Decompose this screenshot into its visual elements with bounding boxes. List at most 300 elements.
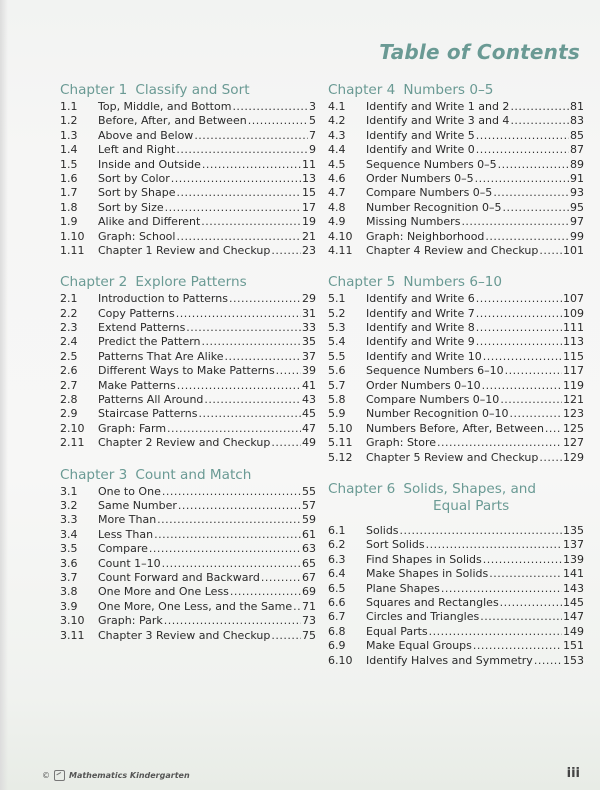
- toc-entry: [60, 143, 316, 157]
- lesson-title: Identify and Write 5: [366, 128, 475, 142]
- lesson-title: Sequence Numbers 6–10: [366, 364, 504, 378]
- dot-leader: [510, 114, 569, 128]
- dot-leader: [149, 542, 301, 556]
- lesson-list: [328, 524, 584, 668]
- copyright-symbol: ©: [42, 771, 50, 780]
- dot-leader: [271, 629, 301, 643]
- toc-entry: [60, 321, 316, 335]
- dot-leader: [476, 321, 562, 335]
- dot-leader: [271, 436, 301, 450]
- lesson-number: 4.10: [328, 229, 353, 243]
- toc-entry: [60, 379, 316, 393]
- toc-entry: [328, 567, 584, 581]
- lesson-title: Compare Numbers 0–10: [366, 393, 500, 407]
- page-title: Table of Contents: [379, 40, 580, 64]
- lesson-page: 97: [570, 215, 584, 229]
- toc-entry: [328, 215, 584, 229]
- toc-entry: [328, 393, 584, 407]
- lesson-number: 6.1: [328, 523, 346, 537]
- chapter-heading: [328, 481, 584, 515]
- lesson-title: Identify and Write 8: [366, 321, 475, 335]
- toc-entry: [328, 230, 584, 244]
- chapter-title: Explore Patterns: [135, 274, 247, 291]
- toc-entry: [60, 422, 316, 436]
- toc-entry: [328, 114, 584, 128]
- lesson-title: Find Shapes in Solids: [366, 552, 482, 566]
- lesson-page: 101: [563, 243, 584, 257]
- dot-leader: [426, 538, 562, 552]
- dot-leader: [248, 114, 308, 128]
- toc-entry: [328, 172, 584, 186]
- lesson-title: Plane Shapes: [366, 581, 440, 595]
- lesson-title: Chapter 2 Review and Checkup: [98, 436, 271, 450]
- lesson-page: 95: [570, 200, 584, 214]
- lesson-title: Identify and Write 1 and 2: [366, 100, 510, 113]
- dot-leader: [204, 393, 301, 407]
- lesson-page: 63: [302, 542, 316, 556]
- lesson-title: Squares and Rectangles: [366, 595, 499, 609]
- chapter-title: Count and Match: [135, 466, 252, 483]
- lesson-title: Graph: Store: [366, 436, 437, 450]
- lesson-number: 4.5: [328, 157, 346, 171]
- toc-entry: [60, 201, 316, 215]
- lesson-number: 3.5: [60, 542, 78, 556]
- toc-entry: [60, 614, 316, 628]
- lesson-page: 115: [563, 349, 584, 363]
- lesson-number: 1.9: [60, 215, 78, 229]
- toc-entry: [328, 364, 584, 378]
- toc-entry: [60, 600, 316, 614]
- chapter-heading: [328, 82, 584, 99]
- lesson-title: Circles and Triangles: [366, 610, 480, 624]
- dot-leader: [483, 350, 562, 364]
- dot-leader: [505, 364, 562, 378]
- lesson-title: Order Numbers 0–10: [366, 378, 481, 392]
- dot-leader: [437, 436, 562, 450]
- lesson-title: More Than: [98, 513, 157, 527]
- lesson-page: 41: [302, 378, 316, 392]
- lesson-page: 45: [302, 407, 316, 421]
- toc-entry: [328, 307, 584, 321]
- lesson-number: 1.3: [60, 128, 78, 142]
- dot-leader: [476, 143, 569, 157]
- lesson-page: 87: [570, 143, 584, 157]
- dot-leader: [476, 129, 569, 143]
- lesson-number: 3.7: [60, 570, 78, 584]
- dot-leader: [167, 422, 301, 436]
- dot-leader: [441, 582, 562, 596]
- dot-leader: [229, 292, 301, 306]
- dot-leader: [539, 451, 562, 465]
- toc-entry: [328, 129, 584, 143]
- chapter-title-line2: Equal Parts: [433, 497, 510, 514]
- lesson-page: 73: [302, 614, 316, 628]
- lesson-title: Identify and Write 7: [366, 306, 475, 320]
- dot-leader: [177, 379, 301, 393]
- lesson-number: 2.7: [60, 378, 78, 392]
- chapter-title: Classify and Sort: [135, 82, 250, 98]
- lesson-page: 139: [563, 552, 584, 566]
- toc-entry: [328, 422, 584, 436]
- lesson-title: Number Recognition 0–10: [366, 407, 509, 421]
- lesson-page: 59: [302, 513, 316, 527]
- toc-entry: [60, 393, 316, 407]
- lesson-number: 5.7: [328, 378, 346, 392]
- lesson-title: Sort by Color: [98, 171, 170, 185]
- lesson-page: 55: [302, 484, 316, 498]
- lesson-page: 9: [309, 143, 316, 157]
- page-number: iii: [566, 766, 580, 781]
- lesson-title: Order Numbers 0–5: [366, 171, 474, 185]
- lesson-title: Identify and Write 3 and 4: [366, 114, 510, 128]
- lesson-page: 13: [302, 171, 316, 185]
- toc-entry: [328, 201, 584, 215]
- lesson-page: 145: [563, 595, 584, 609]
- lesson-page: 83: [570, 114, 584, 128]
- toc-entry: [60, 186, 316, 200]
- toc-entry: [60, 436, 316, 450]
- dot-leader: [232, 100, 308, 114]
- lesson-number: 6.10: [328, 653, 353, 667]
- lesson-number: 4.7: [328, 186, 346, 200]
- lesson-title: One to One: [98, 484, 161, 498]
- chapter-label: Chapter 5: [328, 274, 396, 291]
- chapter-label: Chapter 2: [60, 274, 128, 291]
- chapter-6-section: [328, 481, 584, 668]
- toc-entry: [60, 528, 316, 542]
- lesson-number: 5.2: [328, 306, 346, 320]
- lesson-title: Less Than: [98, 527, 154, 541]
- dot-leader: [202, 158, 301, 172]
- lesson-title: Graph: Park: [98, 614, 163, 628]
- lesson-title: Sort Solids: [366, 538, 425, 552]
- lesson-number: 1.10: [60, 229, 85, 243]
- dot-leader: [480, 610, 562, 624]
- chapter-heading: [60, 82, 316, 99]
- lesson-number: 6.3: [328, 552, 346, 566]
- lesson-page: 81: [570, 100, 584, 113]
- lesson-list: [60, 485, 316, 643]
- lesson-title: Make Patterns: [98, 378, 176, 392]
- lesson-title: Graph: Farm: [98, 421, 167, 435]
- lesson-number: 2.8: [60, 393, 78, 407]
- lesson-title: Graph: Neighborhood: [366, 229, 485, 243]
- dot-leader: [461, 215, 569, 229]
- chapter-title-line1: Solids, Shapes, and: [403, 480, 537, 497]
- lesson-title: Equal Parts: [366, 624, 428, 638]
- lesson-number: 4.4: [328, 143, 346, 157]
- lesson-number: 1.11: [60, 243, 85, 257]
- toc-entry: [60, 307, 316, 321]
- lesson-page: 107: [563, 292, 584, 306]
- dot-leader: [178, 499, 301, 513]
- lesson-page: 57: [302, 498, 316, 512]
- dot-leader: [157, 513, 301, 527]
- lesson-page: 113: [563, 335, 584, 349]
- dot-leader: [164, 614, 301, 628]
- footer-book-title: Mathematics Kindergarten: [69, 771, 190, 780]
- lesson-page: 75: [302, 628, 316, 642]
- lesson-number: 1.2: [60, 114, 78, 128]
- dot-leader: [194, 129, 308, 143]
- lesson-page: 149: [563, 624, 584, 638]
- toc-entry: [60, 485, 316, 499]
- chapter-title: Numbers 6–10: [403, 274, 503, 291]
- dot-leader: [176, 230, 301, 244]
- lesson-page: 49: [302, 436, 316, 450]
- dot-leader: [198, 407, 301, 421]
- lesson-page: 67: [302, 570, 316, 584]
- dot-leader: [545, 422, 562, 436]
- lesson-title: Identify and Write 10: [366, 349, 482, 363]
- lesson-page: 143: [563, 581, 584, 595]
- dot-leader: [154, 528, 301, 542]
- lesson-title: Inside and Outside: [98, 157, 201, 171]
- lesson-title: Compare Numbers 0–5: [366, 186, 493, 200]
- lesson-title: Above and Below: [98, 128, 194, 142]
- toc-entry: [328, 158, 584, 172]
- lesson-page: 7: [309, 128, 316, 142]
- lesson-title: Same Number: [98, 498, 177, 512]
- toc-entry: [328, 610, 584, 624]
- chapter-heading: [60, 467, 316, 484]
- lesson-number: 6.8: [328, 624, 346, 638]
- lesson-number: 4.3: [328, 128, 346, 142]
- lesson-title: Identify and Write 9: [366, 335, 475, 349]
- toc-entry: [328, 639, 584, 653]
- lesson-page: 89: [570, 157, 584, 171]
- lesson-number: 4.8: [328, 200, 346, 214]
- toc-entry: [328, 186, 584, 200]
- lesson-title: Before, After, and Between: [98, 114, 247, 128]
- lesson-title: Top, Middle, and Bottom: [98, 100, 232, 113]
- lesson-page: 109: [563, 306, 584, 320]
- lesson-number: 3.11: [60, 628, 85, 642]
- lesson-title: Compare: [98, 542, 148, 556]
- lesson-page: 85: [570, 128, 584, 142]
- toc-entry: [328, 379, 584, 393]
- lesson-number: 5.10: [328, 421, 353, 435]
- chapter-3-section: [60, 467, 316, 643]
- lesson-page: 147: [563, 610, 584, 624]
- lesson-page: 39: [302, 364, 316, 378]
- lesson-page: 119: [563, 378, 584, 392]
- toc-entry: [328, 553, 584, 567]
- dot-leader: [500, 393, 562, 407]
- lesson-number: 3.2: [60, 498, 78, 512]
- lesson-number: 3.6: [60, 556, 78, 570]
- lesson-number: 1.6: [60, 171, 78, 185]
- lesson-title: Extend Patterns: [98, 321, 186, 335]
- lesson-page: 65: [302, 556, 316, 570]
- lesson-title: Make Equal Groups: [366, 639, 472, 653]
- lesson-title: Sort by Shape: [98, 186, 176, 200]
- lesson-page: 69: [302, 585, 316, 599]
- lesson-list: [328, 292, 584, 465]
- dot-leader: [225, 350, 302, 364]
- dot-leader: [510, 100, 569, 114]
- lesson-page: 129: [563, 450, 584, 464]
- lesson-number: 2.6: [60, 364, 78, 378]
- lesson-number: 1.8: [60, 200, 78, 214]
- lesson-page: 153: [563, 653, 584, 667]
- lesson-title: Staircase Patterns: [98, 407, 198, 421]
- toc-entry: [60, 158, 316, 172]
- lesson-title: Graph: School: [98, 229, 176, 243]
- dot-leader: [483, 553, 562, 567]
- toc-entry: [60, 100, 316, 114]
- dot-leader: [498, 158, 569, 172]
- lesson-number: 2.11: [60, 436, 85, 450]
- lesson-title: Chapter 3 Review and Checkup: [98, 628, 271, 642]
- toc-entry: [328, 350, 584, 364]
- lesson-title: Copy Patterns: [98, 306, 175, 320]
- lesson-number: 2.2: [60, 306, 78, 320]
- toc-entry: [60, 557, 316, 571]
- lesson-list: [60, 292, 316, 450]
- toc-entry: [60, 364, 316, 378]
- dot-leader: [509, 407, 562, 421]
- dot-leader: [400, 524, 562, 538]
- dot-leader: [539, 244, 562, 258]
- chapter-title: Numbers 0–5: [403, 82, 494, 98]
- lesson-page: 125: [563, 421, 584, 435]
- lesson-number: 2.9: [60, 407, 78, 421]
- lesson-number: 2.5: [60, 349, 78, 363]
- toc-entry: [60, 129, 316, 143]
- lesson-number: 5.9: [328, 407, 346, 421]
- lesson-number: 6.5: [328, 581, 346, 595]
- toc-entry: [60, 571, 316, 585]
- lesson-number: 5.1: [328, 292, 346, 306]
- lesson-list: [328, 100, 584, 258]
- lesson-title: Patterns All Around: [98, 393, 204, 407]
- dot-leader: [482, 379, 562, 393]
- dot-leader: [502, 201, 569, 215]
- chapter-label: Chapter 1: [60, 82, 128, 98]
- lesson-page: 137: [563, 538, 584, 552]
- lesson-title: Chapter 4 Review and Checkup: [366, 243, 539, 257]
- chapter-4-section: [328, 82, 584, 258]
- lesson-title: Number Recognition 0–5: [366, 200, 502, 214]
- chapter-label: Chapter 4: [328, 82, 396, 98]
- lesson-title: Numbers Before, After, Between: [366, 421, 544, 435]
- toc-entry: [60, 407, 316, 421]
- toc-entry: [328, 321, 584, 335]
- dot-leader: [489, 567, 562, 581]
- lesson-number: 3.4: [60, 527, 78, 541]
- dot-leader: [534, 654, 562, 668]
- dot-leader: [171, 172, 301, 186]
- toc-entry: [328, 143, 584, 157]
- lesson-title: One More, One Less, and the Same: [98, 599, 293, 613]
- toc-entry: [328, 582, 584, 596]
- dot-leader: [202, 335, 301, 349]
- chapter-label: Chapter 6: [328, 480, 396, 497]
- toc-entry: [328, 451, 584, 465]
- toc-entry: [60, 172, 316, 186]
- lesson-number: 2.3: [60, 321, 78, 335]
- lesson-number: 5.8: [328, 393, 346, 407]
- dot-leader: [500, 596, 562, 610]
- lesson-page: 141: [563, 567, 584, 581]
- lesson-number: 2.1: [60, 292, 78, 306]
- dot-leader: [476, 307, 562, 321]
- lesson-title: Different Ways to Make Patterns: [98, 364, 275, 378]
- lesson-number: 4.2: [328, 114, 346, 128]
- lesson-page: 117: [563, 364, 584, 378]
- lesson-number: 5.4: [328, 335, 346, 349]
- lesson-title: Predict the Pattern: [98, 335, 201, 349]
- lesson-title: Chapter 1 Review and Checkup: [98, 243, 271, 257]
- lesson-title: Introduction to Patterns: [98, 292, 228, 306]
- chapter-2-section: [60, 274, 316, 450]
- lesson-number: 6.4: [328, 567, 346, 581]
- lesson-page: 33: [302, 321, 316, 335]
- chapter-heading: [60, 274, 316, 291]
- lesson-page: 151: [563, 639, 584, 653]
- lesson-page: 127: [563, 436, 584, 450]
- lesson-number: 2.4: [60, 335, 78, 349]
- lesson-page: 21: [302, 229, 316, 243]
- lesson-title: Left and Right: [98, 143, 176, 157]
- lesson-title: Identify Halves and Symmetry: [366, 653, 533, 667]
- page-edge-shadow: [0, 0, 8, 790]
- dot-leader: [165, 201, 301, 215]
- lesson-number: 6.2: [328, 538, 346, 552]
- lesson-number: 5.5: [328, 349, 346, 363]
- lesson-title: Missing Numbers: [366, 215, 461, 229]
- toc-entry: [328, 538, 584, 552]
- toc-entry: [328, 596, 584, 610]
- dot-leader: [473, 639, 562, 653]
- toc-entry: [328, 524, 584, 538]
- toc-entry: [60, 230, 316, 244]
- lesson-title: Count Forward and Backward: [98, 570, 260, 584]
- dot-leader: [162, 557, 301, 571]
- lesson-number: 6.6: [328, 595, 346, 609]
- toc-entry: [328, 292, 584, 306]
- toc-entry: [328, 436, 584, 450]
- lesson-number: 3.10: [60, 614, 85, 628]
- lesson-page: 17: [302, 200, 316, 214]
- toc-entry: [60, 542, 316, 556]
- lesson-title: Identify and Write 6: [366, 292, 475, 306]
- toc-entry: [60, 350, 316, 364]
- dot-leader: [476, 292, 562, 306]
- book-logo-icon: [54, 770, 65, 781]
- chapter-label: Chapter 3: [60, 466, 128, 483]
- lesson-title: Chapter 5 Review and Checkup: [366, 450, 539, 464]
- lesson-number: 5.11: [328, 436, 353, 450]
- lesson-page: 93: [570, 186, 584, 200]
- lesson-number: 3.9: [60, 599, 78, 613]
- lesson-page: 71: [302, 599, 316, 613]
- lesson-number: 1.1: [60, 100, 78, 113]
- lesson-page: 111: [563, 321, 584, 335]
- lesson-page: 99: [570, 229, 584, 243]
- dot-leader: [261, 571, 301, 585]
- lesson-page: 61: [302, 527, 316, 541]
- lesson-number: 5.3: [328, 321, 346, 335]
- lesson-number: 6.7: [328, 610, 346, 624]
- toc-entry: [60, 292, 316, 306]
- lesson-page: 15: [302, 186, 316, 200]
- toc-entry: [328, 244, 584, 258]
- dot-leader: [293, 600, 301, 614]
- dot-leader: [162, 485, 301, 499]
- lesson-page: 31: [302, 306, 316, 320]
